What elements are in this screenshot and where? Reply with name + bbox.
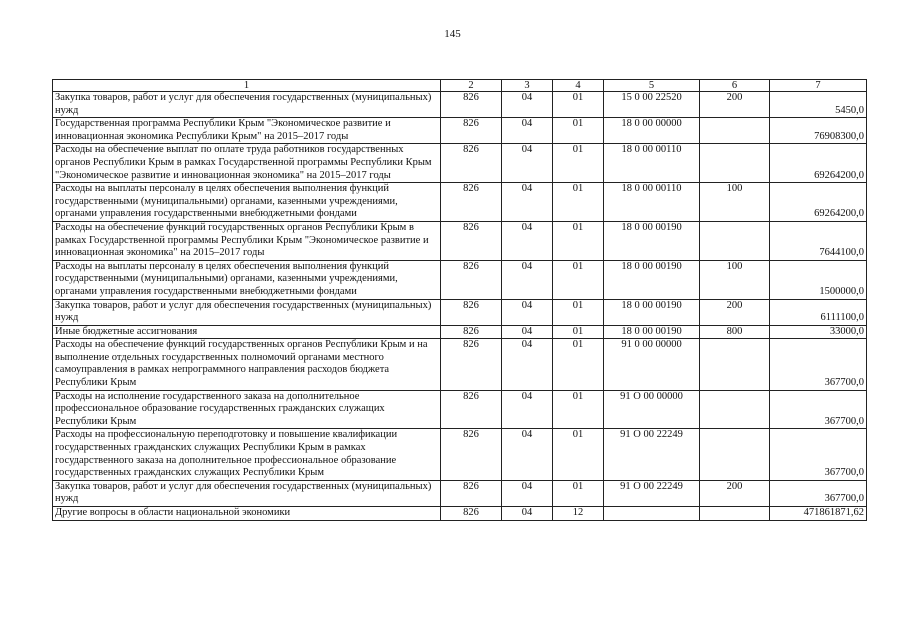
expense-type-cell — [700, 221, 770, 260]
page-number: 145 — [444, 28, 461, 40]
table-row — [53, 260, 867, 299]
header-cell: 1 — [53, 80, 441, 92]
target-article-cell: 91 О 00 22249 — [604, 429, 700, 480]
table-row — [53, 144, 867, 183]
expense-type-cell: 100 — [700, 183, 770, 222]
table-row — [53, 118, 867, 144]
amount-cell: 367700,0 — [770, 339, 867, 390]
expense-type-cell: 200 — [700, 299, 770, 325]
ministry-code-cell: 826 — [441, 183, 502, 222]
expense-type-cell: 200 — [700, 92, 770, 118]
table-body — [53, 80, 867, 521]
target-article-cell: 18 0 00 00190 — [604, 299, 700, 325]
table-row — [53, 390, 867, 429]
header-cell: 5 — [604, 80, 700, 92]
expense-type-cell — [700, 144, 770, 183]
expense-name-cell: Расходы на исполнение государственного заказа на дополнительное профессиональное образование государственных гражданских служащих Республики Крым — [53, 390, 441, 429]
section-code-cell: 04 — [502, 183, 553, 222]
expense-type-cell: 200 — [700, 480, 770, 506]
amount-cell: 33000,0 — [770, 325, 867, 339]
table-row — [53, 325, 867, 339]
table-row — [53, 480, 867, 506]
subsection-code-cell: 01 — [553, 429, 604, 480]
header-cell: 4 — [553, 80, 604, 92]
ministry-code-cell: 826 — [441, 118, 502, 144]
header-cell: 6 — [700, 80, 770, 92]
section-code-cell: 04 — [502, 325, 553, 339]
expense-name-cell: Расходы на выплаты персоналу в целях обеспечения выполнения функций государственными (муниципальными) органами, казенными учреждениями, органами управления государственными внебюджетными фондами — [53, 260, 441, 299]
target-article-cell: 18 0 00 00190 — [604, 260, 700, 299]
expense-type-cell — [700, 390, 770, 429]
table-row — [53, 92, 867, 118]
amount-cell: 367700,0 — [770, 429, 867, 480]
header-cell: 3 — [502, 80, 553, 92]
subsection-code-cell: 01 — [553, 92, 604, 118]
amount-cell: 6111100,0 — [770, 299, 867, 325]
amount-cell: 76908300,0 — [770, 118, 867, 144]
subsection-code-cell: 01 — [553, 221, 604, 260]
ministry-code-cell: 826 — [441, 144, 502, 183]
expense-name-cell: Расходы на обеспечение функций государственных органов Республики Крым в рамках Государственной программы Республики Крым "Экономическое развитие и инновационная экономика" на 2015–2017 годы — [53, 221, 441, 260]
amount-cell: 367700,0 — [770, 480, 867, 506]
table-row — [53, 183, 867, 222]
ministry-code-cell: 826 — [441, 480, 502, 506]
amount-cell: 5450,0 — [770, 92, 867, 118]
amount-cell: 1500000,0 — [770, 260, 867, 299]
amount-cell: 69264200,0 — [770, 183, 867, 222]
header-cell: 7 — [770, 80, 867, 92]
expense-type-cell — [700, 429, 770, 480]
expense-name-cell: Расходы на обеспечение функций государственных органов Республики Крым и на выполнение отдельных государственных полномочий органами местного самоуправления в рамках непрограммного направления расходов бюджета Республики Крым — [53, 339, 441, 390]
expense-name-cell: Иные бюджетные ассигнования — [53, 325, 441, 339]
expense-name-cell: Закупка товаров, работ и услуг для обеспечения государственных (муниципальных) нужд — [53, 299, 441, 325]
subsection-code-cell: 01 — [553, 260, 604, 299]
subsection-code-cell: 01 — [553, 325, 604, 339]
ministry-code-cell: 826 — [441, 92, 502, 118]
ministry-code-cell: 826 — [441, 390, 502, 429]
section-code-cell: 04 — [502, 299, 553, 325]
section-code-cell: 04 — [502, 480, 553, 506]
expense-type-cell: 800 — [700, 325, 770, 339]
section-code-cell: 04 — [502, 429, 553, 480]
subsection-code-cell: 01 — [553, 144, 604, 183]
target-article-cell: 91 О 00 22249 — [604, 480, 700, 506]
amount-cell: 7644100,0 — [770, 221, 867, 260]
expense-type-cell: 100 — [700, 260, 770, 299]
expense-name-cell: Государственная программа Республики Крым "Экономическое развитие и инновационная экономика Республики Крым" на 2015–2017 годы — [53, 118, 441, 144]
ministry-code-cell: 826 — [441, 299, 502, 325]
ministry-code-cell: 826 — [441, 260, 502, 299]
subsection-code-cell: 01 — [553, 480, 604, 506]
target-article-cell: 18 0 00 00000 — [604, 118, 700, 144]
subsection-code-cell: 01 — [553, 390, 604, 429]
target-article-cell: 18 0 00 00110 — [604, 144, 700, 183]
subsection-code-cell: 01 — [553, 118, 604, 144]
section-code-cell: 04 — [502, 118, 553, 144]
target-article-cell: 15 0 00 22520 — [604, 92, 700, 118]
ministry-code-cell: 826 — [441, 325, 502, 339]
expense-name-cell: Расходы на профессиональную переподготовку и повышение квалификации государственных гражданских служащих Республики Крым в рамках государственного заказа на дополнительное профессиональное образование государственных гражданских служащих Республики Крым — [53, 429, 441, 480]
expense-name-cell: Расходы на выплаты персоналу в целях обеспечения выполнения функций государственными (муниципальными) органами, казенными учреждениями, органами управления государственными внебюджетными фондами — [53, 183, 441, 222]
header-row — [53, 80, 867, 92]
expense-name-cell: Закупка товаров, работ и услуг для обеспечения государственных (муниципальных) нужд — [53, 480, 441, 506]
expense-type-cell — [700, 507, 770, 521]
subsection-code-cell: 01 — [553, 299, 604, 325]
budget-table — [52, 79, 867, 521]
section-code-cell: 04 — [502, 144, 553, 183]
table-row — [53, 429, 867, 480]
ministry-code-cell: 826 — [441, 507, 502, 521]
expense-name-cell: Закупка товаров, работ и услуг для обеспечения государственных (муниципальных) нужд — [53, 92, 441, 118]
target-article-cell — [604, 507, 700, 521]
subsection-code-cell: 12 — [553, 507, 604, 521]
section-code-cell: 04 — [502, 221, 553, 260]
expense-type-cell — [700, 339, 770, 390]
subsection-code-cell: 01 — [553, 183, 604, 222]
expense-type-cell — [700, 118, 770, 144]
section-code-cell: 04 — [502, 260, 553, 299]
target-article-cell: 18 0 00 00110 — [604, 183, 700, 222]
table-row — [53, 507, 867, 521]
expense-name-cell: Другие вопросы в области национальной экономики — [53, 507, 441, 521]
target-article-cell: 18 0 00 00190 — [604, 221, 700, 260]
ministry-code-cell: 826 — [441, 339, 502, 390]
amount-cell: 69264200,0 — [770, 144, 867, 183]
expense-name-cell: Расходы на обеспечение выплат по оплате труда работников государственных органов Республики Крым в рамках Государственной программы Республики Крым "Экономическое развитие и инновационная экономика" на 2015–2017 годы — [53, 144, 441, 183]
table-row — [53, 299, 867, 325]
target-article-cell: 91 О 00 00000 — [604, 390, 700, 429]
ministry-code-cell: 826 — [441, 221, 502, 260]
target-article-cell: 18 0 00 00190 — [604, 325, 700, 339]
section-code-cell: 04 — [502, 92, 553, 118]
subsection-code-cell: 01 — [553, 339, 604, 390]
table-row — [53, 221, 867, 260]
target-article-cell: 91 0 00 00000 — [604, 339, 700, 390]
table-row — [53, 339, 867, 390]
amount-cell: 367700,0 — [770, 390, 867, 429]
ministry-code-cell: 826 — [441, 429, 502, 480]
section-code-cell: 04 — [502, 507, 553, 521]
header-cell: 2 — [441, 80, 502, 92]
section-code-cell: 04 — [502, 339, 553, 390]
amount-cell: 471861871,62 — [770, 507, 867, 521]
section-code-cell: 04 — [502, 390, 553, 429]
